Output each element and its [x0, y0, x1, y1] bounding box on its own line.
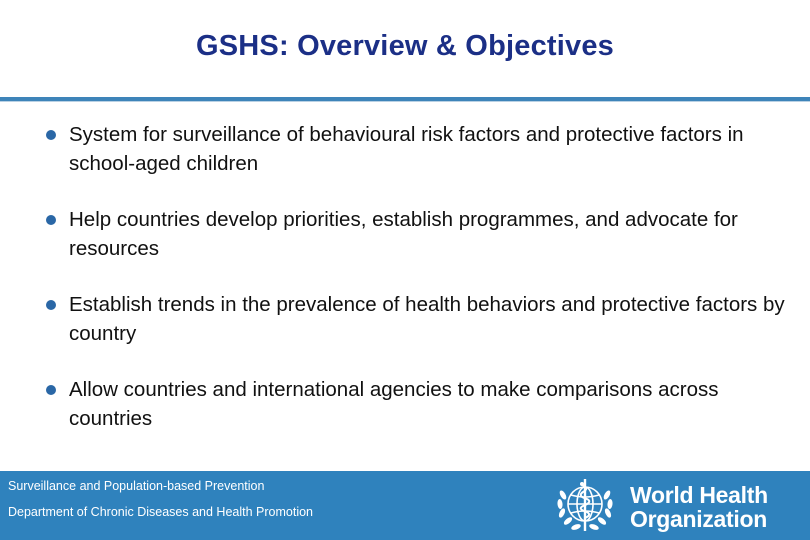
bullet-list	[46, 120, 786, 460]
bullet-item	[46, 375, 786, 433]
bullet-text: Allow countries and international agencies to make comparisons across countries	[69, 378, 719, 430]
bullet-dot-icon	[46, 300, 56, 310]
who-wordmark	[630, 483, 768, 531]
who-emblem-icon	[550, 473, 620, 537]
bullet-item	[46, 120, 786, 178]
bullet-dot-icon	[46, 130, 56, 140]
title-divider-shadow	[0, 101, 810, 102]
bullet-text: System for surveillance of behavioural risk factors and protective factors in school-aged children	[69, 123, 744, 175]
bullet-item	[46, 205, 786, 263]
bullet-dot-icon	[46, 215, 56, 225]
bullet-text: Help countries develop priorities, establish programmes, and advocate for resources	[69, 208, 738, 260]
bullet-text: Establish trends in the prevalence of health behaviors and protective factors by country	[69, 293, 785, 345]
bullet-dot-icon	[46, 385, 56, 395]
bullet-item	[46, 290, 786, 348]
footer-program-label: Surveillance and Population-based Prevention	[8, 479, 265, 493]
footer-department-label: Department of Chronic Diseases and Health Promotion	[8, 505, 314, 519]
who-wordmark-line2: Organization	[630, 506, 767, 532]
slide-title: GSHS: Overview & Objectives	[195, 30, 614, 62]
who-wordmark-line1: World Health	[630, 482, 768, 508]
